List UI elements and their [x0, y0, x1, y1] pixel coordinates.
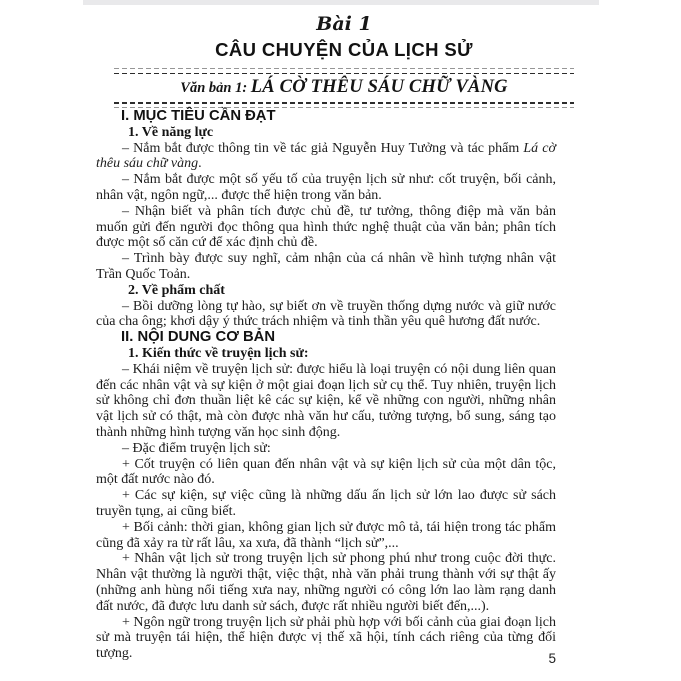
paragraph: – Bồi dưỡng lòng tự hào, sự biết ơn về truyền thống dựng nước và giữ nước của cha ông; khơi dậy ý thức trách nhiệm và tinh thần yêu quê hương đất nước.: [96, 298, 556, 330]
paragraph: – Nắm bắt được một số yếu tố của truyện lịch sử như: cốt truyện, bối cảnh, nhân vật, ngôn ngữ,... được thể hiện trong văn bản.: [96, 172, 556, 203]
paragraph: + Nhân vật lịch sử trong truyện lịch sử phong phú như trong cuộc đời thực. Nhân vật thường là người thật, việc thật, nhà văn phải trung thành với sự thật ấy (những anh hùng nổi tiếng xưa nay, những người có công lớn lao làm rạng danh đất nước, đã được lưu danh sử sách, được rất nhiều người biết đến,...).: [96, 551, 556, 614]
paragraph: + Ngôn ngữ trong truyện lịch sử phải phù hợp với bối cảnh của giai đoạn lịch sử mà truyện tái hiện, thể hiện được vị thế xã hội, tính cách riêng của từng đối tượng.: [96, 614, 556, 662]
sub-heading: 2. Về phẩm chất: [128, 282, 225, 298]
page-header: [114, 0, 574, 108]
paragraph: – Khái niệm về truyện lịch sử: được hiểu là loại truyện có nội dung liên quan đến các nhân vật và sự kiện ở một giai đoạn lịch sử cụ thể. Tuy nhiên, truyện lịch sử không chỉ đơn thuần liệt kê các sự kiện, kể về những con người, những nhân vật lịch sử có thật, mà còn được nhà văn hư cấu, tưởng tượng, bổ sung, sáng tạo thành những hình tượng văn học sinh động.: [96, 361, 556, 440]
section-heading: I. MỤC TIÊU CẦN ĐẠT: [121, 108, 276, 124]
paragraph: + Các sự kiện, sự việc cũng là những dấu ấn lịch sử lớn lao được sử sách truyền tụng, ai cũng biết.: [96, 488, 556, 519]
banner-title: LÁ CỜ THÊU SÁU CHỮ VÀNG: [250, 77, 508, 98]
lesson-label: Bài 1: [316, 13, 372, 35]
paragraph: – Trình bày được suy nghĩ, cảm nhận của cá nhân về hình tượng nhân vật Trần Quốc Toản.: [96, 251, 556, 282]
text-banner: [114, 68, 574, 108]
banner-text: [114, 74, 574, 102]
paragraph: – Đặc điểm truyện lịch sử:: [122, 440, 271, 456]
sub-heading: 1. Về năng lực: [128, 124, 214, 140]
paragraph: – Nắm bắt được thông tin về tác giả Nguyễn Huy Tưởng và tác phẩm Lá cờ thêu sáu chữ vàng.: [96, 140, 556, 172]
paragraph: + Cốt truyện có liên quan đến nhân vật và sự kiện lịch sử của một dân tộc, một đất nước nào đó.: [96, 456, 556, 488]
page-title: CÂU CHUYỆN CỦA LỊCH SỬ: [215, 39, 473, 60]
document-body: [96, 109, 556, 662]
banner-prefix: Văn bản 1:: [180, 80, 251, 97]
sub-heading: 1. Kiến thức về truyện lịch sử:: [128, 345, 309, 361]
paragraph: – Nhận biết và phân tích được chủ đề, tư tưởng, thông điệp mà văn bản muốn gửi đến người đọc thông qua hình thức nghệ thuật của văn bản; phân tích được một số căn cứ để xác định chủ đề.: [96, 203, 556, 251]
paragraph: + Bối cảnh: thời gian, không gian lịch sử được mô tả, tái hiện trong tác phẩm cũng đã xảy ra từ rất lâu, xa xưa, đã thành “lịch sử”,...: [96, 519, 556, 551]
dashed-rule: [114, 68, 574, 69]
section-heading: II. NỘI DUNG CƠ BẢN: [121, 329, 276, 346]
dashed-rule: [114, 102, 574, 103]
page-number: 5: [548, 651, 556, 666]
